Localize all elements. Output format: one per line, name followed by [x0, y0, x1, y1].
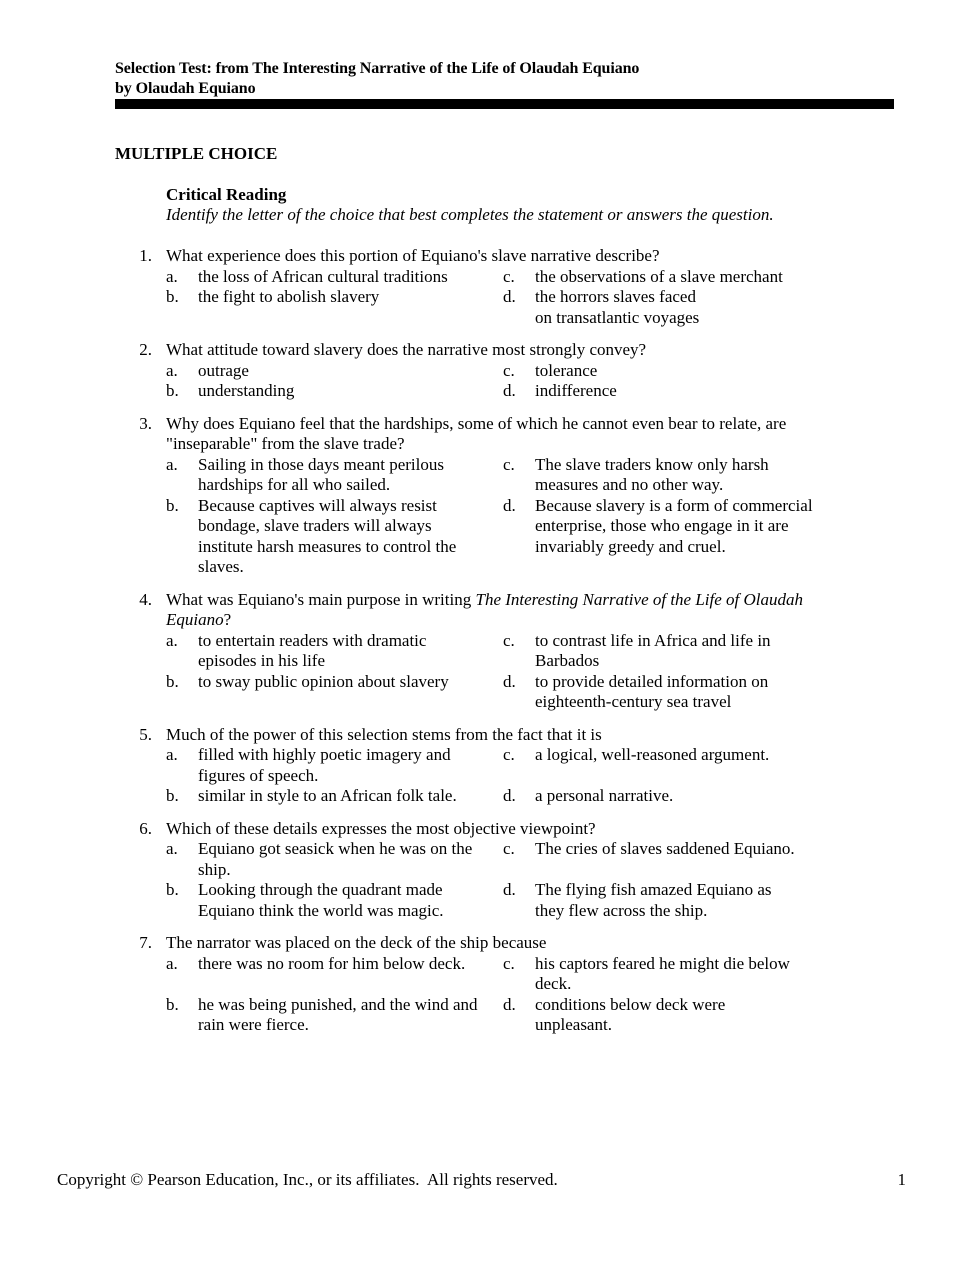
- choice-letter: c.: [503, 360, 515, 380]
- choice-b[interactable]: [166, 287, 503, 328]
- choice-grid: [166, 745, 979, 807]
- choice-b[interactable]: [166, 381, 503, 402]
- choice-text: he was being punished, and the wind and rain were fierce.: [198, 994, 478, 1034]
- choice-d[interactable]: [503, 381, 863, 402]
- choice-text: to entertain readers with dramatic episodes in his life: [198, 630, 427, 670]
- choice-a[interactable]: [166, 455, 503, 496]
- choice-letter: d.: [503, 495, 516, 515]
- choice-text: conditions below deck were unpleasant.: [535, 994, 726, 1034]
- choice-letter: c.: [503, 839, 515, 858]
- choice-grid: [166, 954, 979, 1036]
- question-7: [0, 933, 979, 1036]
- question-stem: The narrator was placed on the deck of the ship because: [166, 933, 547, 952]
- stem-text: What was Equiano's main purpose in writing: [166, 589, 476, 609]
- choice-c[interactable]: [503, 361, 863, 382]
- choice-letter: d.: [503, 994, 516, 1014]
- choice-c[interactable]: [503, 267, 863, 288]
- subsection: [166, 185, 886, 225]
- choice-text: filled with highly poetic imagery and figures of speech.: [198, 745, 451, 785]
- choice-d[interactable]: [503, 672, 863, 713]
- choice-c[interactable]: [503, 631, 863, 672]
- question-2: [0, 340, 979, 402]
- choice-text: Equiano got seasick when he was on the ship.: [198, 839, 473, 879]
- choice-d[interactable]: [503, 995, 863, 1036]
- choice-d[interactable]: [503, 496, 863, 578]
- choice-b[interactable]: [166, 786, 503, 807]
- question-number: 3.: [139, 413, 152, 433]
- choice-text: to provide detailed information on eighteenth-century sea travel: [535, 671, 769, 711]
- choice-text: a logical, well-reasoned argument.: [535, 745, 770, 764]
- question-stem: What experience does this portion of Equiano's slave narrative describe?: [166, 246, 660, 265]
- choice-text: the horrors slaves faced on transatlantic voyages: [535, 287, 700, 327]
- question-number: 4.: [139, 589, 152, 609]
- choice-text: The flying fish amazed Equiano as they flew across the ship.: [535, 880, 772, 920]
- choice-grid: [166, 267, 979, 329]
- question-number: 5.: [139, 724, 152, 744]
- question-number: 7.: [139, 933, 152, 952]
- question-1: [0, 246, 979, 328]
- choice-grid: [166, 631, 979, 713]
- choice-letter: b.: [166, 786, 179, 805]
- choice-letter: c.: [503, 454, 515, 474]
- choice-letter: a.: [166, 953, 178, 973]
- choice-letter: a.: [166, 745, 178, 764]
- question-4: [0, 590, 979, 713]
- choice-a[interactable]: [166, 361, 503, 382]
- question-3: [0, 414, 979, 578]
- choice-letter: b.: [166, 495, 179, 515]
- choice-a[interactable]: [166, 954, 503, 995]
- choice-text: to contrast life in Africa and life in Barbados: [535, 630, 771, 670]
- choice-text: indifference: [535, 381, 617, 400]
- choice-letter: a.: [166, 839, 178, 858]
- choice-letter: d.: [503, 287, 516, 306]
- choice-b[interactable]: [166, 880, 503, 921]
- question-list: [0, 246, 979, 1048]
- choice-d[interactable]: [503, 786, 863, 807]
- choice-d[interactable]: [503, 880, 863, 921]
- choice-a[interactable]: [166, 839, 503, 880]
- question-5: [0, 725, 979, 807]
- choice-letter: b.: [166, 287, 179, 306]
- choice-letter: a.: [166, 454, 178, 474]
- choice-a[interactable]: [166, 267, 503, 288]
- choice-a[interactable]: [166, 745, 503, 786]
- question-6: [0, 819, 979, 922]
- choice-text: understanding: [198, 381, 295, 400]
- choice-letter: b.: [166, 880, 179, 899]
- choice-letter: a.: [166, 630, 178, 650]
- header-rule: [115, 99, 894, 109]
- question-stem: Much of the power of this selection stems from the fact that it is: [166, 724, 602, 744]
- choice-letter: b.: [166, 381, 179, 400]
- choice-letter: c.: [503, 953, 515, 973]
- choice-text: the loss of African cultural traditions: [198, 266, 448, 286]
- choice-text: The cries of slaves saddened Equiano.: [535, 839, 795, 858]
- choice-text: the fight to abolish slavery: [198, 287, 380, 306]
- choice-a[interactable]: [166, 631, 503, 672]
- choice-text: his captors feared he might die below deck.: [535, 953, 790, 993]
- choice-text: similar in style to an African folk tale.: [198, 786, 457, 805]
- question-number: 1.: [139, 246, 152, 265]
- choice-text: Because slavery is a form of commercial enterprise, those who engage in it are invariably greedy and cruel.: [535, 495, 813, 556]
- choice-letter: b.: [166, 671, 179, 691]
- question-number: 2.: [139, 340, 152, 359]
- choice-c[interactable]: [503, 839, 863, 880]
- choice-text: The slave traders know only harsh measures and no other way.: [535, 454, 769, 494]
- subsection-title: Critical Reading: [166, 185, 287, 204]
- question-stem: Which of these details expresses the most objective viewpoint?: [166, 818, 596, 838]
- question-stem: What attitude toward slavery does the narrative most strongly convey?: [166, 340, 647, 359]
- choice-letter: d.: [503, 786, 516, 805]
- work-title: The Interesting Narrative of the Life of Olaudah Equiano: [166, 589, 804, 629]
- choice-c[interactable]: [503, 954, 863, 995]
- choice-letter: b.: [166, 994, 179, 1014]
- choice-text: tolerance: [535, 360, 598, 380]
- choice-text: to sway public opinion about slavery: [198, 671, 449, 691]
- section-heading: MULTIPLE CHOICE: [115, 144, 278, 163]
- choice-letter: c.: [503, 266, 515, 286]
- choice-letter: c.: [503, 630, 515, 650]
- test-title: Selection Test: from The Interesting Narrative of the Life of Olaudah Equiano: [115, 60, 640, 77]
- choice-c[interactable]: [503, 745, 863, 786]
- page-footer: [57, 1169, 906, 1191]
- copyright-notice: Copyright © Pearson Education, Inc., or its affiliates. All rights reserved.: [57, 1170, 558, 1189]
- choice-text: a personal narrative.: [535, 786, 674, 805]
- stem-text: ?: [223, 610, 232, 629]
- question-stem: Why does Equiano feel that the hardships, some of which he cannot even bear to relate, are "inseparable" from the slave trade?: [166, 413, 787, 453]
- choice-text: Looking through the quadrant made Equiano think the world was magic.: [198, 880, 444, 920]
- choice-letter: a.: [166, 266, 178, 286]
- page-number: 1: [897, 1170, 906, 1189]
- choice-letter: a.: [166, 360, 178, 380]
- choice-b[interactable]: [166, 995, 503, 1036]
- choice-text: Because captives will always resist bondage, slave traders will always institute harsh measures to control the slaves.: [198, 495, 457, 576]
- choice-letter: d.: [503, 381, 516, 400]
- document-header: [115, 59, 895, 99]
- choice-text: there was no room for him below deck.: [198, 953, 466, 973]
- choice-text: Sailing in those days meant perilous hardships for all who sailed.: [198, 454, 444, 494]
- author-line: by Olaudah Equiano: [115, 80, 256, 97]
- choice-c[interactable]: [503, 455, 863, 496]
- choice-text: the observations of a slave merchant: [535, 266, 783, 286]
- choice-grid: [166, 839, 979, 921]
- instructions: Identify the letter of the choice that best completes the statement or answers the question.: [166, 205, 774, 224]
- choice-grid: [166, 455, 979, 578]
- choice-d[interactable]: [503, 287, 863, 328]
- choice-b[interactable]: [166, 496, 503, 578]
- question-stem: [166, 590, 866, 631]
- choice-text: outrage: [198, 360, 249, 380]
- choice-letter: d.: [503, 880, 516, 899]
- choice-letter: c.: [503, 745, 515, 764]
- question-number: 6.: [139, 818, 152, 838]
- choice-b[interactable]: [166, 672, 503, 713]
- choice-grid: [166, 361, 979, 402]
- choice-letter: d.: [503, 671, 516, 691]
